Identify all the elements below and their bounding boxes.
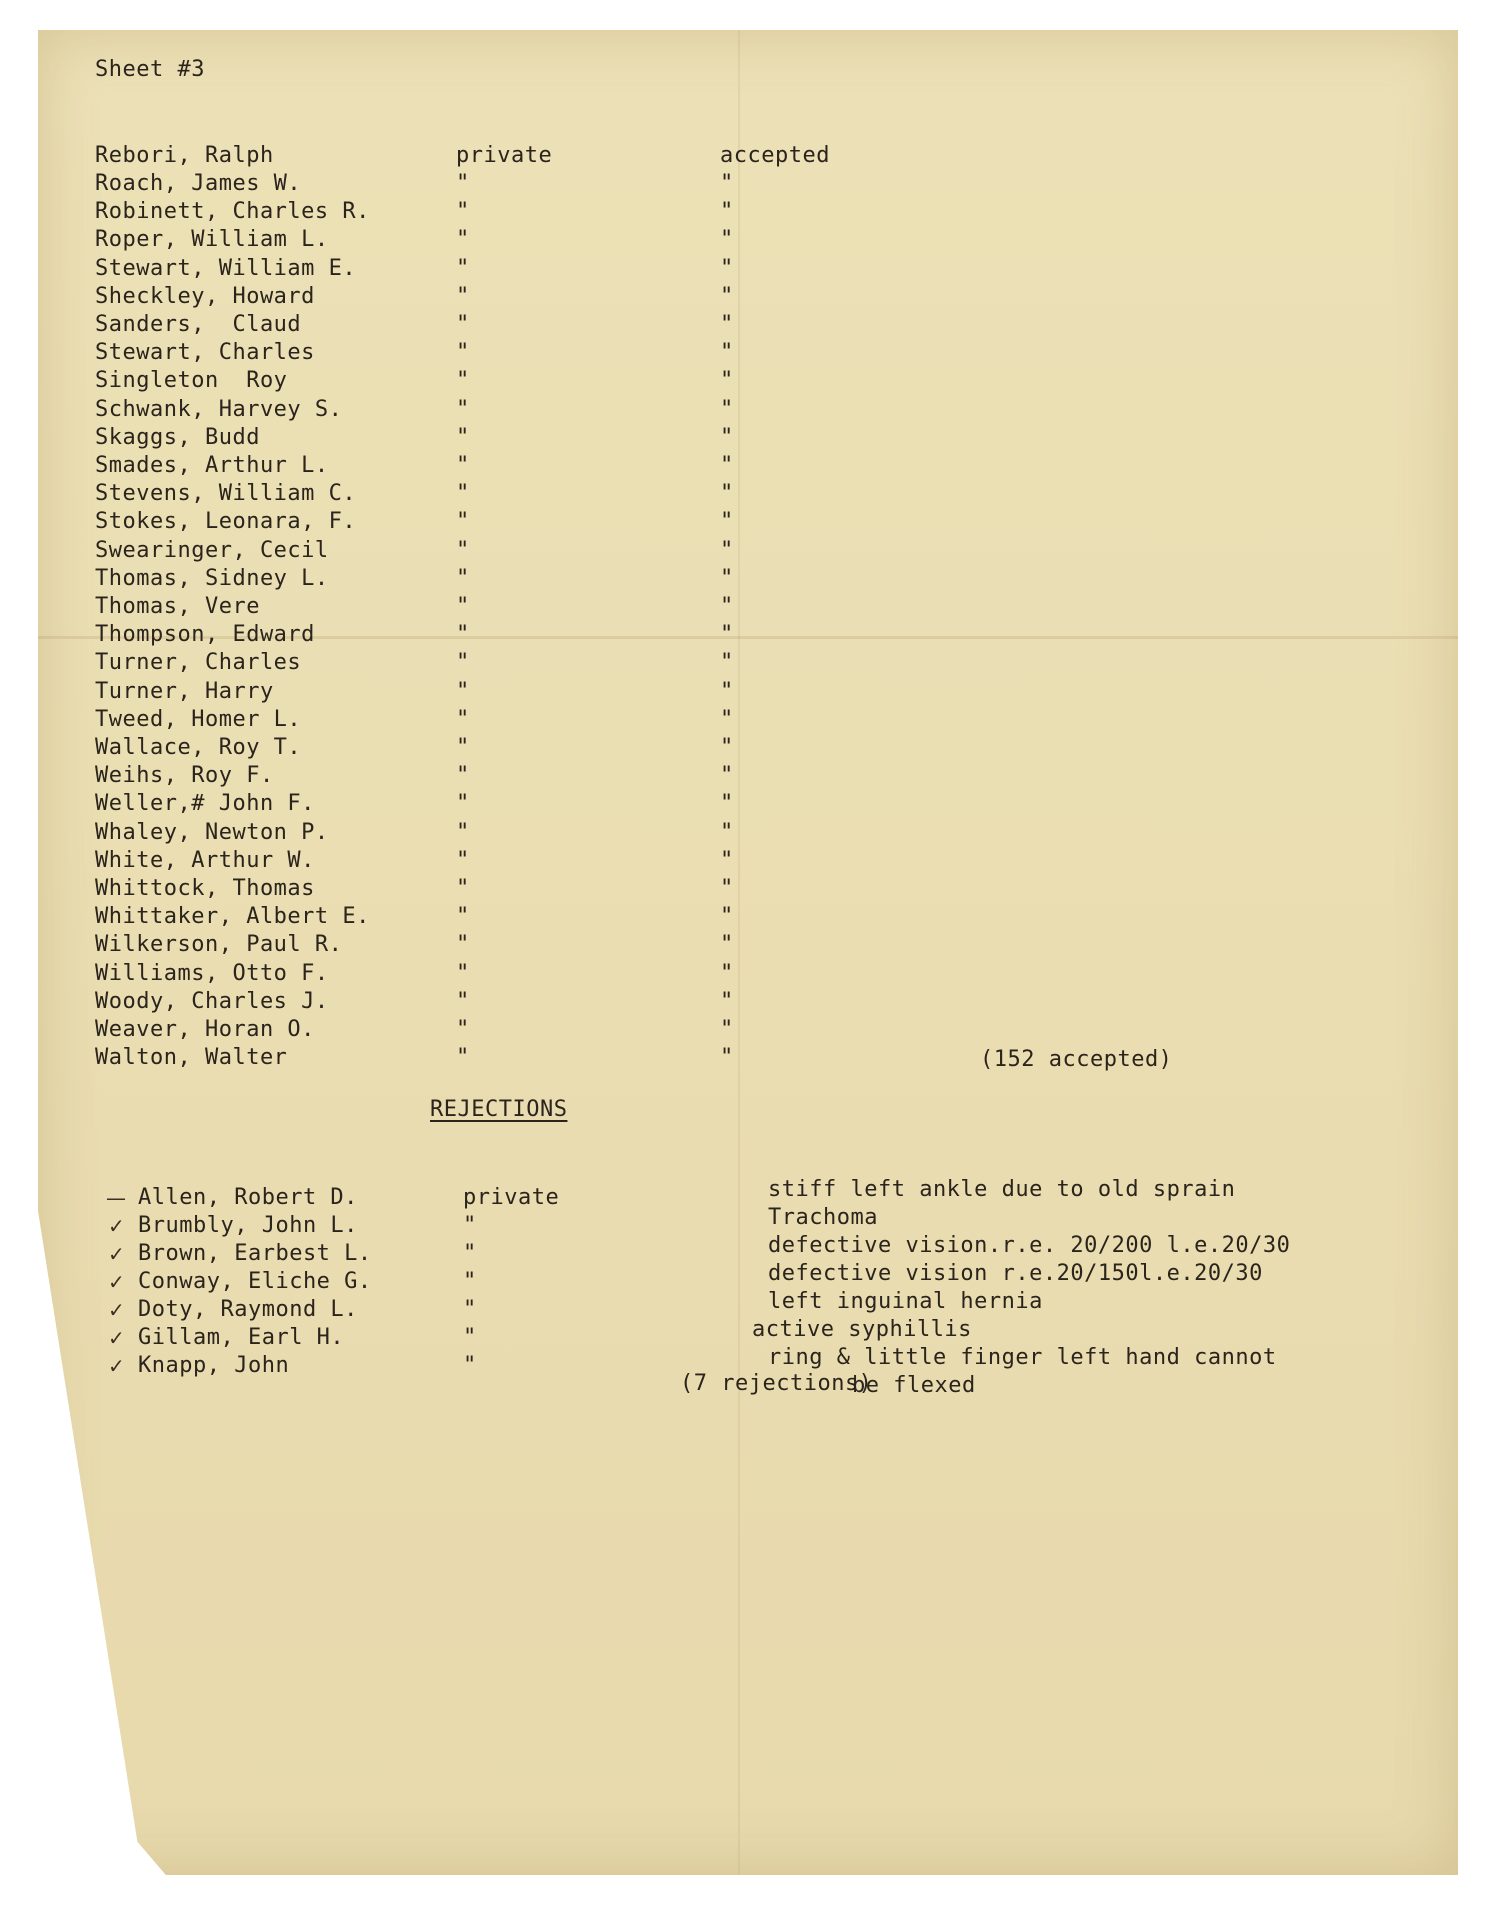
- accepted-row-name: Sheckley, Howard: [95, 284, 315, 309]
- accepted-row-name: Sanders, Claud: [95, 312, 302, 337]
- rejection-row-reason: active syphillis: [752, 1317, 972, 1342]
- accepted-row-status: ": [720, 566, 734, 591]
- header-row-name: Rebori, Ralph: [95, 143, 274, 168]
- accepted-row-status: ": [720, 989, 734, 1014]
- accepted-row-rank: ": [456, 594, 470, 619]
- accepted-row-status: ": [720, 368, 734, 393]
- accepted-row-name: Roper, William L.: [95, 227, 329, 252]
- rejection-row-reason: left inguinal hernia: [768, 1289, 1043, 1314]
- accepted-row-rank: ": [456, 1045, 470, 1070]
- accepted-row-status: ": [720, 791, 734, 816]
- accepted-row-name: Thomas, Vere: [95, 594, 260, 619]
- accepted-row-name: White, Arthur W.: [95, 848, 315, 873]
- header-row-status: accepted: [720, 143, 830, 168]
- accepted-row-rank: ": [456, 340, 470, 365]
- accepted-row-status: ": [720, 763, 734, 788]
- check-mark-icon: ✓: [108, 1214, 125, 1238]
- accepted-row-status: ": [720, 256, 734, 281]
- accepted-row-rank: ": [456, 227, 470, 252]
- accepted-row-name: Skaggs, Budd: [95, 425, 260, 450]
- accepted-row-rank: ": [456, 989, 470, 1014]
- accepted-row-name: Schwank, Harvey S.: [95, 397, 343, 422]
- accepted-row-status: ": [720, 1017, 734, 1042]
- accepted-row-rank: ": [456, 707, 470, 732]
- rejections-heading: REJECTIONS: [430, 1097, 568, 1122]
- accepted-row-rank: ": [456, 848, 470, 873]
- accepted-row-status: ": [720, 481, 734, 506]
- accepted-row-name: Whittaker, Albert E.: [95, 904, 370, 929]
- rejection-row-reason: defective vision.r.e. 20/200 l.e.20/30: [768, 1233, 1291, 1258]
- rejection-row-rank: ": [463, 1297, 477, 1322]
- rejection-row-reason-continued: be flexed: [852, 1373, 976, 1398]
- accepted-row-name: Swearinger, Cecil: [95, 538, 329, 563]
- accepted-row-status: ": [720, 284, 734, 309]
- accepted-row-name: Woody, Charles J.: [95, 989, 329, 1014]
- accepted-row-rank: ": [456, 566, 470, 591]
- rejection-row-reason: Trachoma: [768, 1205, 878, 1230]
- rejection-row-reason: defective vision r.e.20/150l.e.20/30: [768, 1261, 1263, 1286]
- accepted-row-status: ": [720, 594, 734, 619]
- accepted-row-status: ": [720, 932, 734, 957]
- accepted-row-rank: ": [456, 932, 470, 957]
- accepted-row-rank: ": [456, 1017, 470, 1042]
- accepted-row-status: ": [720, 876, 734, 901]
- accepted-row-status: ": [720, 1045, 734, 1070]
- rejection-row-name: Knapp, John: [138, 1353, 290, 1378]
- rejection-row-rank: ": [463, 1269, 477, 1294]
- accepted-row-rank: ": [456, 791, 470, 816]
- accepted-row-status: ": [720, 199, 734, 224]
- accepted-row-rank: ": [456, 622, 470, 647]
- rejection-row-rank: ": [463, 1325, 477, 1350]
- accepted-row-name: Tweed, Homer L.: [95, 707, 302, 732]
- accepted-row-status: ": [720, 453, 734, 478]
- accepted-row-name: Weller,# John F.: [95, 791, 315, 816]
- rejection-row-rank: ": [463, 1241, 477, 1266]
- accepted-row-status: ": [720, 820, 734, 845]
- accepted-row-rank: ": [456, 538, 470, 563]
- rejection-row-name: Brumbly, John L.: [138, 1213, 358, 1238]
- accepted-row-rank: ": [456, 763, 470, 788]
- accepted-row-name: Weihs, Roy F.: [95, 763, 274, 788]
- accepted-row-rank: ": [456, 397, 470, 422]
- accepted-row-rank: ": [456, 368, 470, 393]
- accepted-row-status: ": [720, 961, 734, 986]
- accepted-row-rank: ": [456, 481, 470, 506]
- accepted-row-rank: ": [456, 312, 470, 337]
- accepted-row-name: Whittock, Thomas: [95, 876, 315, 901]
- rejection-row-name: Doty, Raymond L.: [138, 1297, 358, 1322]
- accepted-row-rank: ": [456, 256, 470, 281]
- rejection-row-rank: private: [463, 1185, 560, 1210]
- accepted-row-status: ": [720, 538, 734, 563]
- accepted-row-name: Robinett, Charles R.: [95, 199, 370, 224]
- accepted-row-status: ": [720, 340, 734, 365]
- accepted-row-name: Weaver, Horan O.: [95, 1017, 315, 1042]
- rejection-row-rank: ": [463, 1353, 477, 1378]
- check-mark-icon: ✓: [108, 1326, 125, 1350]
- accepted-row-name: Turner, Harry: [95, 679, 274, 704]
- accepted-row-status: ": [720, 707, 734, 732]
- check-mark-icon: ✓: [108, 1298, 125, 1322]
- accepted-row-name: Thompson, Edward: [95, 622, 315, 647]
- accepted-row-name: Walton, Walter: [95, 1045, 288, 1070]
- accepted-row-name: Stokes, Leonara, F.: [95, 509, 357, 534]
- accepted-row-name: Stevens, William C.: [95, 481, 357, 506]
- accepted-row-name: Wilkerson, Paul R.: [95, 932, 343, 957]
- rejections-total: (7 rejections): [680, 1371, 873, 1396]
- accepted-row-name: Wallace, Roy T.: [95, 735, 302, 760]
- accepted-row-status: ": [720, 650, 734, 675]
- sheet-label: Sheet #3: [95, 57, 205, 82]
- rejection-row-reason: stiff left ankle due to old sprain: [768, 1177, 1236, 1202]
- check-mark-icon: ✓: [108, 1354, 125, 1378]
- check-mark-icon: ✓: [108, 1242, 125, 1266]
- accepted-row-rank: ": [456, 199, 470, 224]
- accepted-row-status: ": [720, 679, 734, 704]
- accepted-row-name: Turner, Charles: [95, 650, 302, 675]
- rejection-row-name: Gillam, Earl H.: [138, 1325, 345, 1350]
- accepted-row-rank: ": [456, 876, 470, 901]
- accepted-total: (152 accepted): [980, 1047, 1173, 1072]
- accepted-row-name: Whaley, Newton P.: [95, 820, 329, 845]
- accepted-row-rank: ": [456, 509, 470, 534]
- accepted-row-rank: ": [456, 679, 470, 704]
- check-mark-icon: —: [106, 1186, 126, 1210]
- accepted-row-status: ": [720, 904, 734, 929]
- accepted-row-status: ": [720, 171, 734, 196]
- accepted-row-name: Williams, Otto F.: [95, 961, 329, 986]
- accepted-row-rank: ": [456, 171, 470, 196]
- accepted-row-name: Stewart, Charles: [95, 340, 315, 365]
- accepted-row-rank: ": [456, 650, 470, 675]
- accepted-row-status: ": [720, 425, 734, 450]
- accepted-row-rank: ": [456, 904, 470, 929]
- accepted-row-status: ": [720, 312, 734, 337]
- rejection-row-name: Conway, Eliche G.: [138, 1269, 372, 1294]
- rejection-row-name: Allen, Robert D.: [138, 1185, 358, 1210]
- accepted-row-rank: ": [456, 284, 470, 309]
- accepted-row-name: Roach, James W.: [95, 171, 302, 196]
- paper-fold-vertical: [738, 30, 740, 1875]
- rejection-row-name: Brown, Earbest L.: [138, 1241, 372, 1266]
- accepted-row-status: ": [720, 622, 734, 647]
- accepted-row-name: Singleton Roy: [95, 368, 288, 393]
- accepted-row-rank: ": [456, 820, 470, 845]
- accepted-row-rank: ": [456, 453, 470, 478]
- accepted-row-status: ": [720, 397, 734, 422]
- rejection-row-rank: ": [463, 1213, 477, 1238]
- accepted-row-rank: ": [456, 735, 470, 760]
- rejection-row-reason: ring & little finger left hand cannot: [768, 1345, 1277, 1370]
- check-mark-icon: ✓: [108, 1270, 125, 1294]
- accepted-row-status: ": [720, 735, 734, 760]
- header-row-rank: private: [456, 143, 553, 168]
- accepted-row-status: ": [720, 848, 734, 873]
- accepted-row-name: Thomas, Sidney L.: [95, 566, 329, 591]
- accepted-row-name: Stewart, William E.: [95, 256, 357, 281]
- accepted-row-status: ": [720, 227, 734, 252]
- accepted-row-rank: ": [456, 425, 470, 450]
- accepted-row-status: ": [720, 509, 734, 534]
- accepted-row-name: Smades, Arthur L.: [95, 453, 329, 478]
- accepted-row-rank: ": [456, 961, 470, 986]
